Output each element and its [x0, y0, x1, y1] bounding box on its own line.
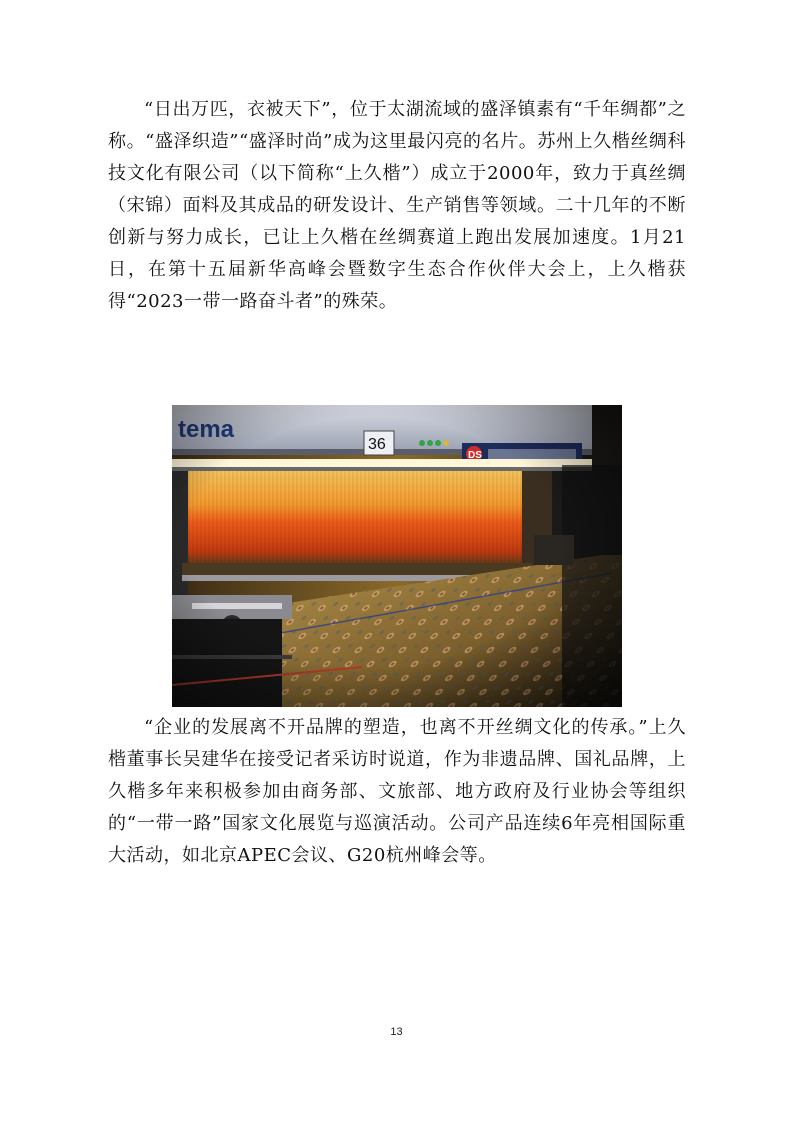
body-paragraph-1: “日出万匹，衣被天下”，位于太湖流域的盛泽镇素有“千年绸都”之称。“盛泽织造”“盛泽时尚”成为这里最闪亮的名片。苏州上久楷丝绸科技文化有限公司（以下简称“上久楷”）成立于2000年，致力于真丝绸（宋锦）面料及其成品的研发设计、生产销售等领域。二十几年的不断创新与努力成长，已让上久楷在丝绸赛道上跑出发展加速度。1月21日，在第十五届新华高峰会暨数字生态合作伙伴大会上，上久楷获得“2023一带一路奋斗者”的殊荣。 — [108, 99, 686, 312]
loom-photo — [172, 405, 622, 707]
page-number: 13 — [390, 1026, 403, 1038]
body-paragraph-2: “企业的发展离不开品牌的塑造，也离不开丝绸文化的传承。”上久楷董事长吴建华在接受记者采访时说道，作为非遗品牌、国礼品牌，上久楷多年来积极参加由商务部、文旅部、地方政府及行业协会等组织的“一带一路”国家文化展览与巡演活动。公司产品连续6年亮相国际重大活动，如北京APEC会议、G20杭州峰会等。 — [108, 717, 686, 866]
